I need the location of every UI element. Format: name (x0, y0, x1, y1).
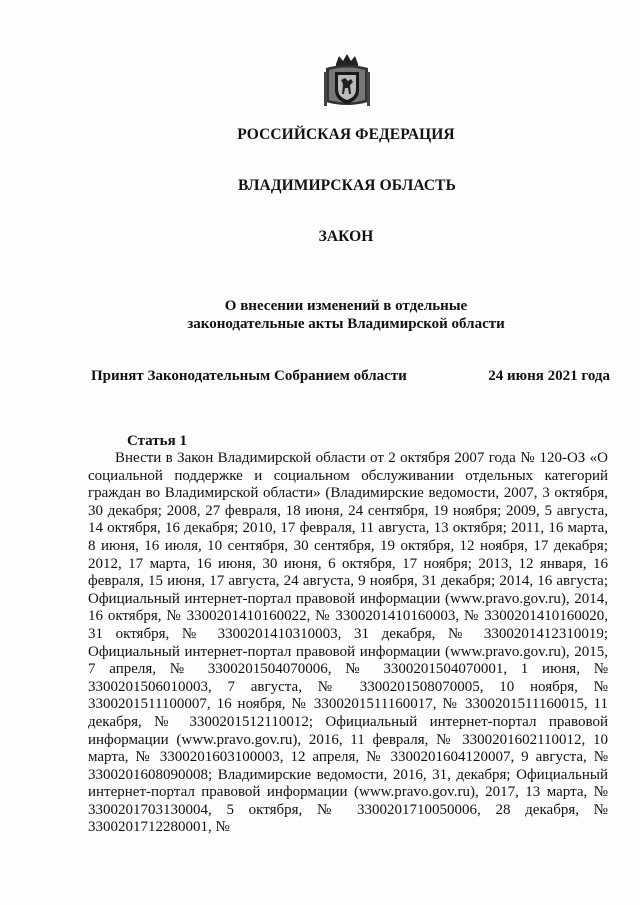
header-country: РОССИЙСКАЯ ФЕДЕРАЦИЯ (237, 126, 455, 143)
document-type: ЗАКОН (318, 228, 374, 245)
adoption-row (91, 368, 610, 385)
article-body: Внести в Закон Владимирской области от 2 октября 2007 года № 120-ОЗ «О социальной поддержке и социальном обслуживании отдельных категорий граждан во Владимирской области» (Владимирские ведомости, 2007, 3 октября, 30 декабря; 2008, 27 февраля, 18 июня, 24 сентября, 19 ноября; 2009, 5 августа, 14 октября, 16 декабря; 2010, 17 февраля, 11 августа, 13 октября; 2011, 16 марта, 8 июня, 16 июля, 10 сентября, 30 сентября, 19 октября, 12 ноября, 17 декабря; 2012, 17 марта, 16 июня, 30 июня, 6 октября, 17 ноября; 2013, 12 января, 16 февраля, 15 июня, 17 августа, 24 августа, 9 ноября, 31 декабря; 2014, 16 августа; Официальный интернет-портал правовой информации (www.pravo.gov.ru), 2014, 16 октября, № 3300201410160022, № 3300201410160003, № 3300201410160020, 31 октября, № 3300201410310003, 31 декабря, № 3300201412310019; Официальный интернет-портал правовой информации (www.pravo.gov.ru), 2015, 7 апреля, № 3300201504070006, № 3300201504070001, 1 июня, № 3300201506010003, 7 августа, № 3300201508070005, 10 ноября, № 3300201511100007, 16 ноября, № 3300201511160017, № 3300201511160015, 11 декабря, № 3300201512110012; Официальный интернет-портал правовой информации (www.pravo.gov.ru), 2016, 11 февраля, № 3300201602110012, 10 марта, № 3300201603100003, 12 апреля, № 3300201604120007, 9 августа, № 3300201608090008; Владимирские ведомости, 2016, 31, декабря; Официальный интернет-портал правовой информации (www.pravo.gov.ru), 2017, 13 марта, № 3300201703130004, 5 октября, № 3300201710050006, 28 декабря, № 3300201712280001, № (88, 450, 608, 836)
header-region: ВЛАДИМИРСКАЯ ОБЛАСТЬ (238, 177, 456, 194)
article-heading: Статья 1 (127, 433, 187, 449)
document-subject (0, 297, 640, 333)
subject-line-2: законодательные акты Владимирской области (187, 316, 505, 332)
adopted-by: Принят Законодательным Собранием области (91, 368, 407, 384)
adopted-date: 24 июня 2021 года (488, 368, 610, 384)
subject-line-1: О внесении изменений в отдельные (224, 298, 468, 314)
coat-of-arms-icon (322, 52, 372, 110)
